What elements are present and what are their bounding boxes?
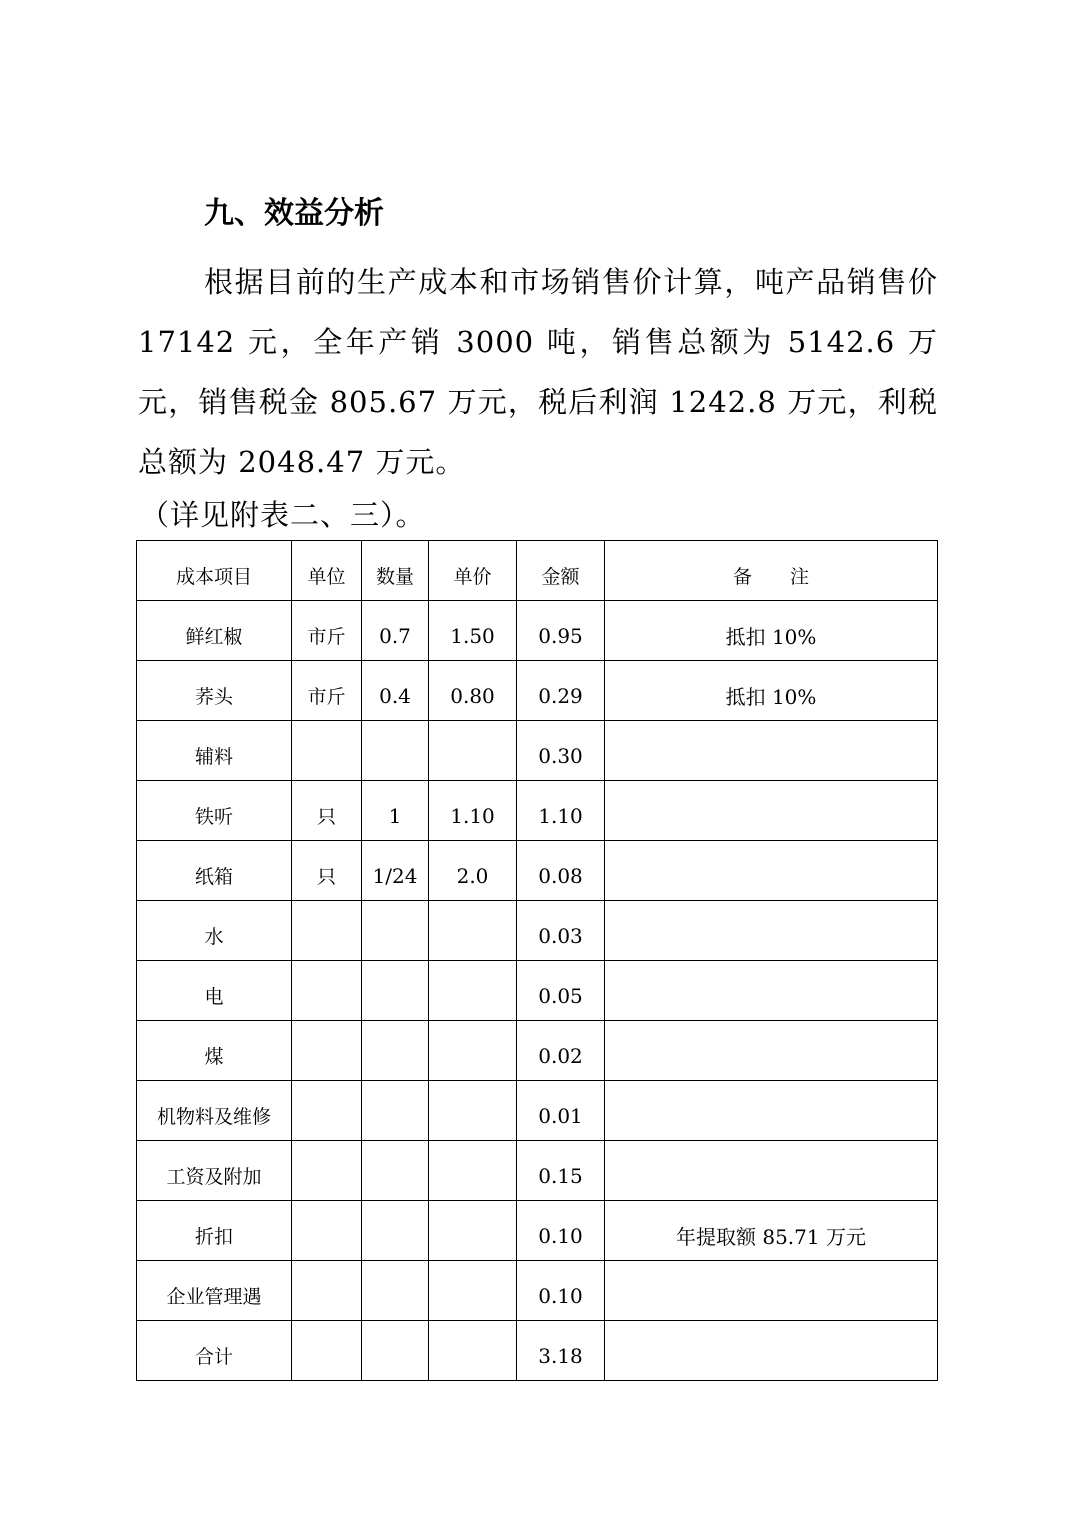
value-cell: 0.29 [517, 661, 605, 721]
cost-item-cell: 机物料及维修 [137, 1081, 292, 1141]
value-cell [292, 961, 362, 1021]
value-cell [429, 1261, 517, 1321]
cost-item-cell: 工资及附加 [137, 1141, 292, 1201]
value-cell [362, 1321, 429, 1381]
value-cell [362, 721, 429, 781]
cost-table [136, 540, 938, 1381]
table-row [137, 1201, 938, 1261]
value-cell: 0.10 [517, 1261, 605, 1321]
value-cell [292, 1201, 362, 1261]
table-row [137, 841, 938, 901]
remark-cell [605, 781, 938, 841]
remark-cell [605, 961, 938, 1021]
value-cell [362, 1141, 429, 1201]
value-cell: 0.7 [362, 601, 429, 661]
value-cell: 1.10 [429, 781, 517, 841]
value-cell: 0.95 [517, 601, 605, 661]
value-cell [362, 1201, 429, 1261]
remark-cell: 抵扣 10% [605, 661, 938, 721]
value-cell: 0.10 [517, 1201, 605, 1261]
value-cell: 0.05 [517, 961, 605, 1021]
value-cell: 0.4 [362, 661, 429, 721]
table-row [137, 1081, 938, 1141]
table-row [137, 1141, 938, 1201]
value-cell: 0.15 [517, 1141, 605, 1201]
table-row [137, 1261, 938, 1321]
value-cell [429, 901, 517, 961]
cost-item-cell: 煤 [137, 1021, 292, 1081]
value-cell [429, 1021, 517, 1081]
remark-cell: 年提取额 85.71 万元 [605, 1201, 938, 1261]
table-row [137, 661, 938, 721]
remark-cell [605, 841, 938, 901]
value-cell [292, 1261, 362, 1321]
value-cell: 0.02 [517, 1021, 605, 1081]
cost-item-cell: 荞头 [137, 661, 292, 721]
cost-item-cell: 铁听 [137, 781, 292, 841]
cost-item-cell: 合计 [137, 1321, 292, 1381]
value-cell: 1.50 [429, 601, 517, 661]
value-cell [292, 901, 362, 961]
table-row [137, 721, 938, 781]
value-cell: 市斤 [292, 601, 362, 661]
value-cell [429, 1081, 517, 1141]
remark-cell [605, 721, 938, 781]
header-cell: 成本项目 [137, 541, 292, 601]
value-cell [429, 1201, 517, 1261]
benefit-paragraph: 根据目前的生产成本和市场销售价计算，吨产品销售价 17142 元，全年产销 3000 吨，销售总额为 5142.6 万元，销售税金 805.67 万元，税后利润 1242.8 万元，利税总额为 2048.47 万元。 [138, 265, 938, 479]
header-cell: 单位 [292, 541, 362, 601]
remark-cell [605, 1141, 938, 1201]
value-cell [292, 1081, 362, 1141]
header-cell: 金额 [517, 541, 605, 601]
remark-cell [605, 1081, 938, 1141]
cost-item-cell: 企业管理遇 [137, 1261, 292, 1321]
table-row [137, 961, 938, 1021]
value-cell: 市斤 [292, 661, 362, 721]
value-cell: 1/24 [362, 841, 429, 901]
value-cell: 1 [362, 781, 429, 841]
cost-item-cell: 折扣 [137, 1201, 292, 1261]
section-heading: 九、效益分析 [204, 196, 384, 231]
appendix-note: （详见附表二、三）。 [140, 498, 426, 532]
value-cell: 0.80 [429, 661, 517, 721]
header-cell: 单价 [429, 541, 517, 601]
value-cell [292, 721, 362, 781]
value-cell [429, 961, 517, 1021]
remark-cell [605, 1261, 938, 1321]
cost-item-cell: 电 [137, 961, 292, 1021]
remark-cell [605, 901, 938, 961]
value-cell: 只 [292, 781, 362, 841]
value-cell: 3.18 [517, 1321, 605, 1381]
value-cell [292, 1141, 362, 1201]
value-cell: 0.03 [517, 901, 605, 961]
value-cell: 1.10 [517, 781, 605, 841]
value-cell [362, 1021, 429, 1081]
value-cell [362, 1081, 429, 1141]
header-cell: 数量 [362, 541, 429, 601]
table-header-row [137, 541, 938, 601]
value-cell [362, 901, 429, 961]
value-cell [429, 1321, 517, 1381]
value-cell: 2.0 [429, 841, 517, 901]
cost-item-cell: 水 [137, 901, 292, 961]
value-cell [362, 1261, 429, 1321]
table-row [137, 901, 938, 961]
header-cell: 备 注 [605, 541, 938, 601]
value-cell: 0.01 [517, 1081, 605, 1141]
remark-cell: 抵扣 10% [605, 601, 938, 661]
cost-item-cell: 辅料 [137, 721, 292, 781]
cost-item-cell: 鲜红椒 [137, 601, 292, 661]
table-row [137, 601, 938, 661]
value-cell [292, 1321, 362, 1381]
value-cell [429, 721, 517, 781]
value-cell: 0.08 [517, 841, 605, 901]
remark-cell [605, 1021, 938, 1081]
value-cell [292, 1021, 362, 1081]
cost-item-cell: 纸箱 [137, 841, 292, 901]
value-cell: 0.30 [517, 721, 605, 781]
remark-cell [605, 1321, 938, 1381]
table-row [137, 781, 938, 841]
value-cell: 只 [292, 841, 362, 901]
table-row [137, 1321, 938, 1381]
value-cell [362, 961, 429, 1021]
table-row [137, 1021, 938, 1081]
value-cell [429, 1141, 517, 1201]
